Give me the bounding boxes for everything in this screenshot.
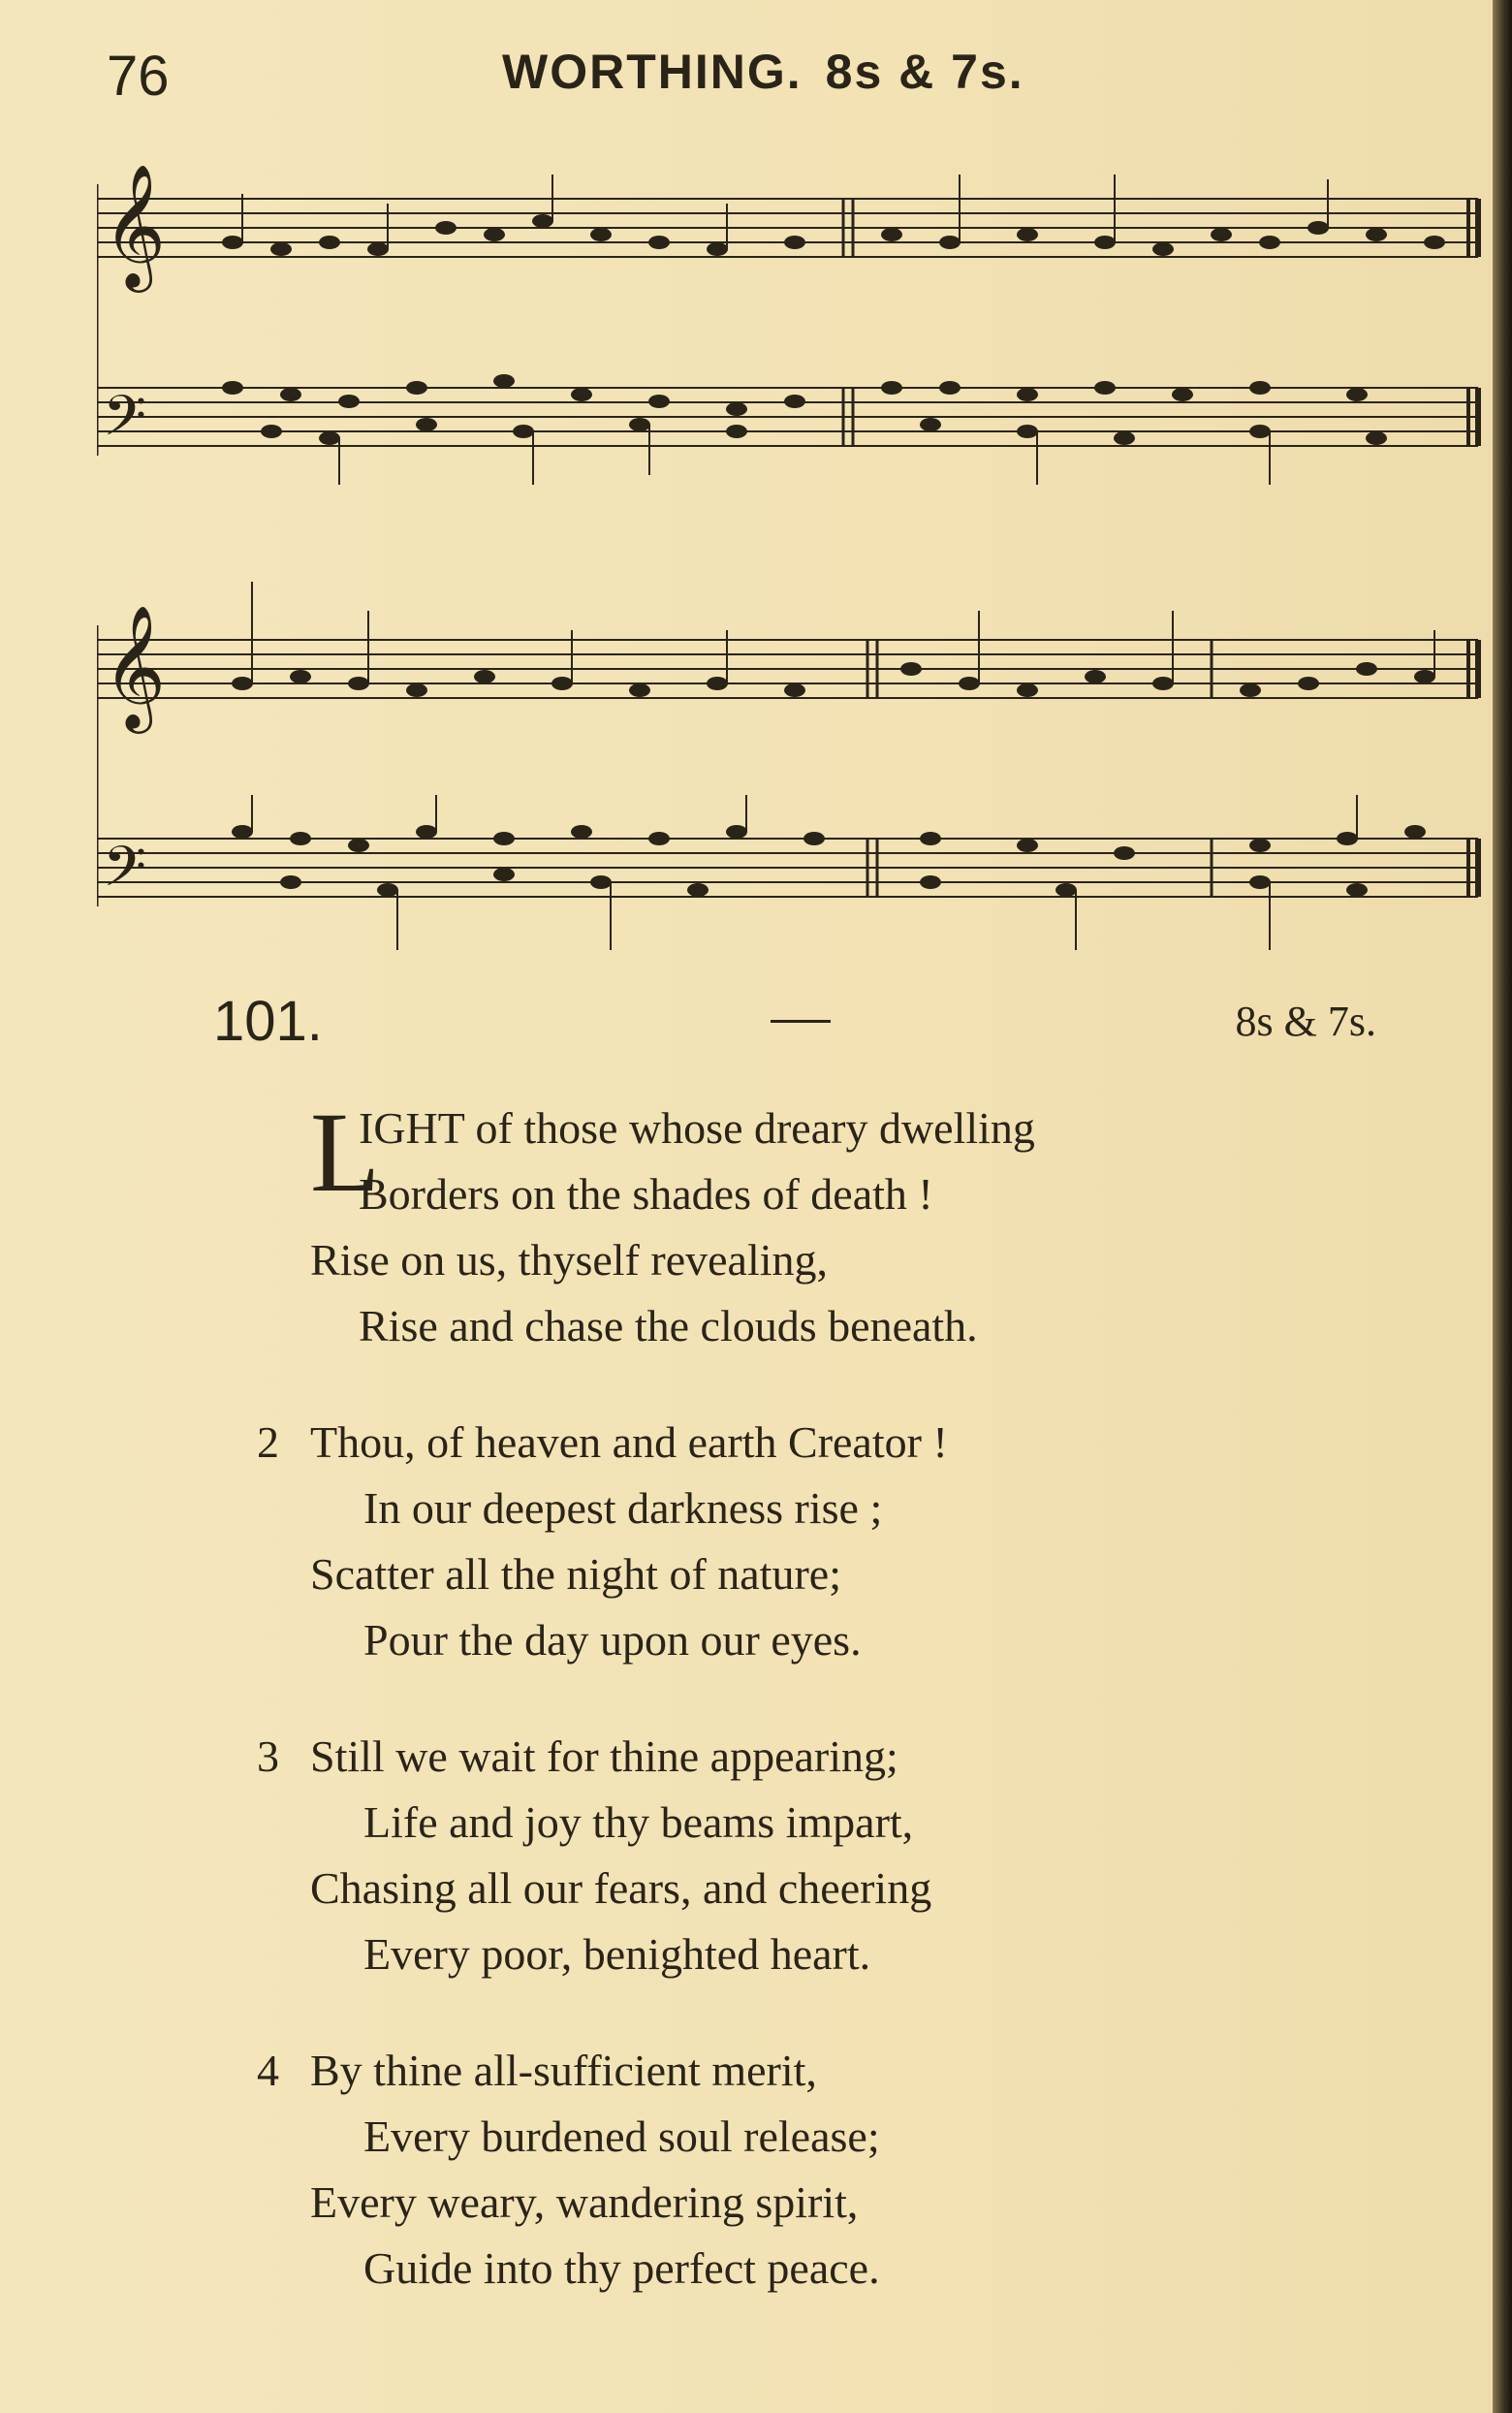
hymn-text [247, 1089, 1313, 2352]
drop-cap: L [310, 1089, 381, 1216]
tune-meter: 8s & 7s. [825, 45, 1024, 99]
divider-dash [771, 1020, 831, 1023]
stanza-4 [247, 2038, 1313, 2302]
book-edge [1493, 0, 1512, 2413]
hymn-number: 101. [213, 990, 323, 1053]
stanza-2 [247, 1410, 1313, 1673]
stanza-line: Every poor, benighted heart. [363, 1929, 871, 1979]
stanza-line: Every burdened soul release; [363, 2111, 880, 2161]
music-system-1 [97, 165, 1485, 533]
treble-clef-icon: 𝄞 [103, 165, 167, 287]
stanza-line: Every weary, wandering spirit, [310, 2177, 859, 2227]
music-score-2 [97, 572, 1485, 979]
page-header [107, 44, 1434, 111]
tune-header [502, 44, 1048, 100]
stanza-line: Rise and chase the clouds beneath. [359, 1301, 978, 1350]
bass-clef-icon: 𝄢 [103, 383, 147, 462]
stanza-line: Life and joy thy beams impart, [363, 1797, 914, 1847]
stanza-line: Still we wait for thine appearing; [310, 1731, 898, 1781]
stanza-number: 4 [257, 2046, 279, 2095]
bass-clef-icon: 𝄢 [103, 834, 147, 913]
stanza-3 [247, 1724, 1313, 1987]
stanza-line: Guide into thy perfect peace. [363, 2243, 880, 2293]
stanza-line: Chasing all our fears, and cheering [310, 1863, 932, 1913]
tune-name: WORTHING. [502, 45, 803, 99]
stanza-line: In our deepest darkness rise ; [363, 1483, 883, 1533]
stanza-line: Rise on us, thyself revealing, [310, 1235, 829, 1285]
music-system-2 [97, 572, 1485, 979]
stanza-line: Scatter all the night of nature; [310, 1549, 841, 1599]
page-number: 76 [107, 45, 170, 108]
stanza-line: By thine all-sufficient merit, [310, 2046, 817, 2095]
stanza-number: 2 [257, 1417, 279, 1467]
stanza-1 [247, 1089, 1313, 1359]
stanza-number: 3 [257, 1731, 279, 1781]
music-score-1 [97, 165, 1485, 533]
hymn-heading [213, 989, 1376, 1057]
stanza-line: Thou, of heaven and earth Creator ! [310, 1417, 948, 1467]
stanza-line: Borders on the shades of death ! [359, 1169, 933, 1219]
treble-clef-icon: 𝄞 [103, 604, 167, 728]
hymn-meter: 8s & 7s. [1235, 998, 1376, 1045]
stanza-line: IGHT of those whose dreary dwelling [359, 1103, 1035, 1153]
stanza-line: Pour the day upon our eyes. [363, 1615, 862, 1665]
